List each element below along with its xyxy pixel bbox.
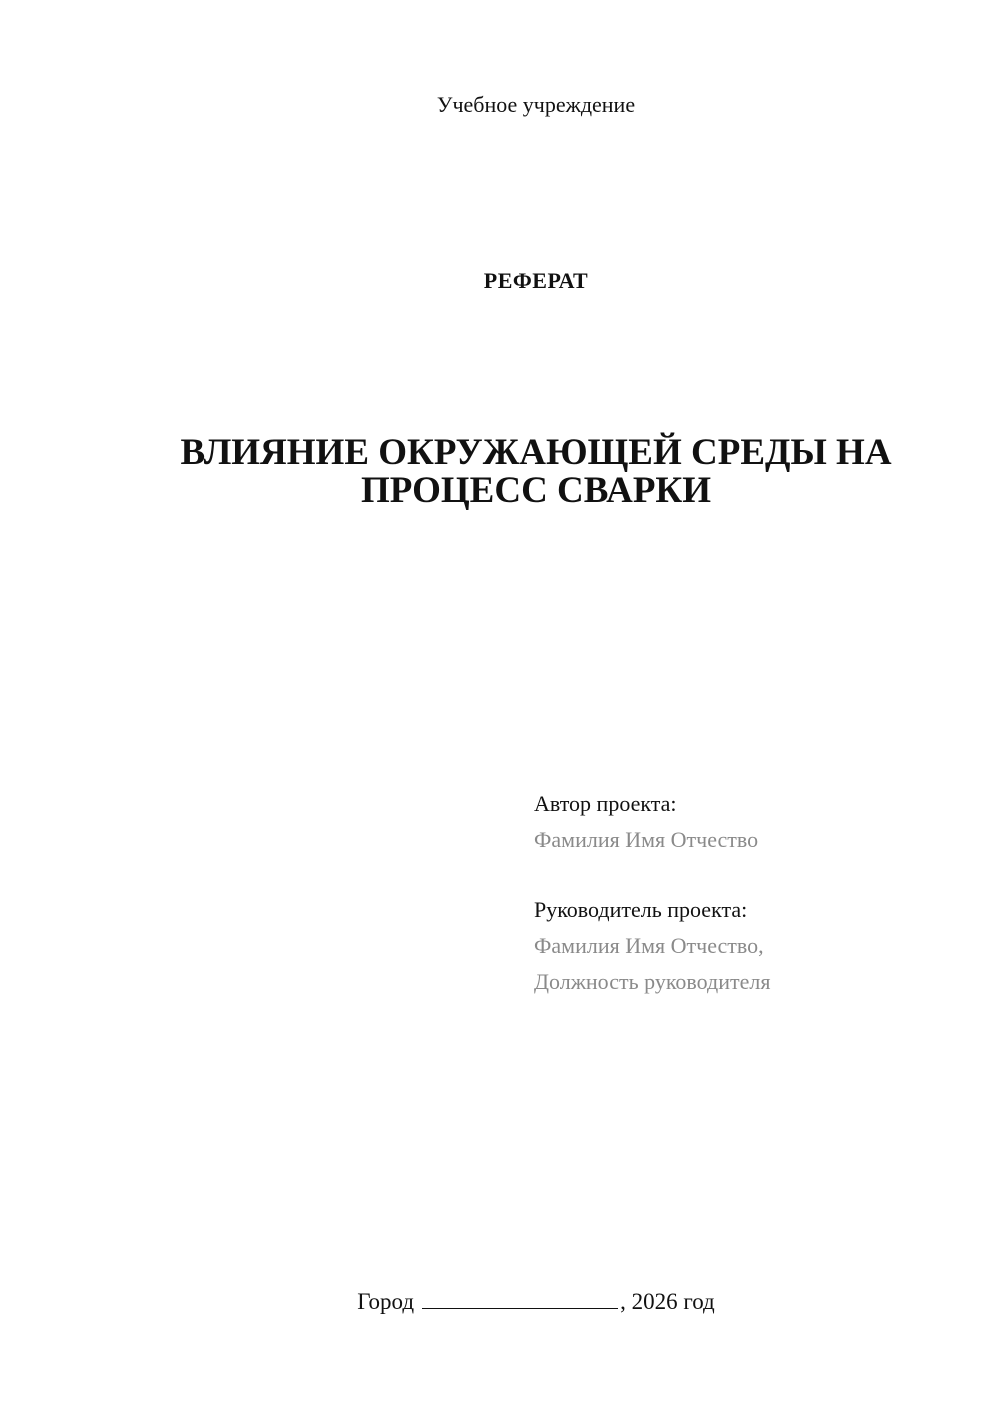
document-title-line-1: ВЛИЯНИЕ ОКРУЖАЮЩЕЙ СРЕДЫ НА bbox=[180, 432, 892, 473]
document-title bbox=[100, 434, 972, 510]
document-title-line-2: ПРОЦЕСС СВАРКИ bbox=[360, 470, 712, 511]
city-blank-line bbox=[422, 1288, 618, 1309]
supervisor-label: Руководитель проекта: bbox=[534, 897, 748, 922]
author-block bbox=[534, 786, 758, 858]
author-label: Автор проекта: bbox=[534, 791, 677, 816]
supervisor-position: Должность руководителя bbox=[534, 969, 771, 994]
institution-name: Учебное учреждение bbox=[436, 92, 636, 117]
footer-city-year bbox=[0, 1288, 1000, 1315]
author-name: Фамилия Имя Отчество bbox=[534, 827, 759, 852]
city-label: Город bbox=[357, 1289, 415, 1314]
document-type: РЕФЕРАТ bbox=[483, 268, 589, 293]
supervisor-block bbox=[534, 892, 770, 1000]
supervisor-name: Фамилия Имя Отчество, bbox=[534, 933, 764, 958]
year-text: , 2026 год bbox=[620, 1289, 715, 1314]
